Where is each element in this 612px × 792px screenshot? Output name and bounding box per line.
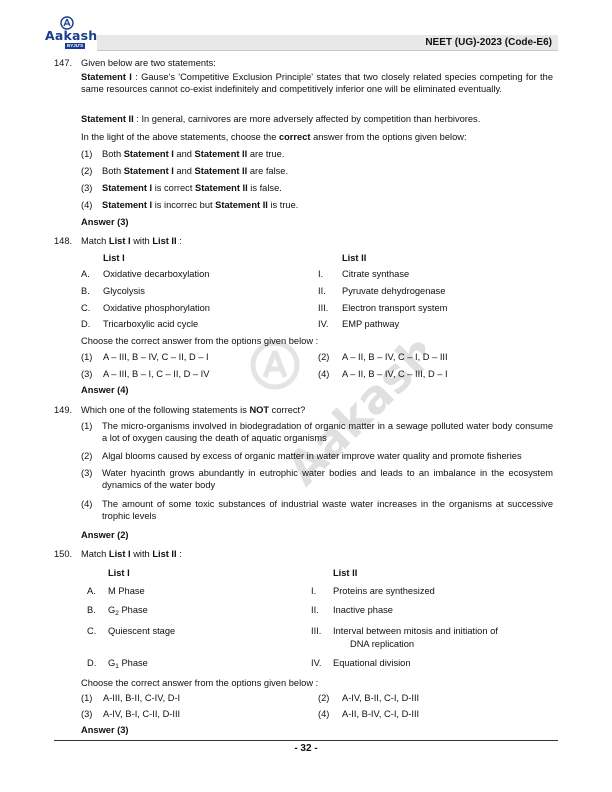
opt-part: is false. (247, 183, 282, 193)
list-2-item: Pyruvate dehydrogenase (342, 286, 446, 296)
opt-part: is incorrec but (152, 200, 216, 210)
opt-part: are true. (247, 149, 285, 159)
option-text (102, 182, 553, 194)
option-text: Algal blooms caused by excess of organic matter in water improve water quality and promote fisheries (102, 451, 522, 461)
statement-2 (81, 113, 553, 125)
list-1-item: Oxidative decarboxylation (103, 269, 210, 279)
list-1-item: Glycolysis (103, 286, 145, 296)
opt-part: is true. (267, 200, 299, 210)
opt-bold: Statement I (123, 166, 174, 176)
opt-bold: Statement I (102, 183, 153, 193)
answer: Answer (3) (81, 725, 129, 735)
question-number: 150. (54, 549, 73, 559)
list-2-item: Equational division (333, 658, 411, 668)
option-number: (2) (81, 166, 93, 176)
option-text (102, 165, 553, 177)
stem-part: with (130, 236, 153, 246)
option-text (102, 148, 553, 160)
question-intro: Given below are two statements: (81, 58, 216, 68)
statement-2-text: : In general, carnivores are more adversely affected by competition than herbivores. (133, 114, 481, 124)
list-1-key: B. (87, 605, 96, 615)
stem-part: Match (81, 236, 109, 246)
list-2-item: EMP pathway (342, 319, 400, 329)
stem-bold: List I (108, 236, 131, 246)
instruction-pre: In the light of the above statements, choose the (81, 132, 279, 142)
option-text: A-IV, B-II, C-I, D-III (342, 693, 420, 703)
list-2-item: Electron transport system (342, 303, 448, 313)
option-number: (1) (81, 149, 93, 159)
option-number: (2) (318, 352, 330, 362)
watermark-text: Aakash (275, 324, 425, 496)
option-number: (2) (318, 693, 330, 703)
instruction (81, 131, 553, 143)
stem-bold: List I (108, 549, 131, 559)
option-text: A – II, B – IV, C – III, D – I (342, 369, 448, 379)
option-number: (3) (81, 709, 93, 719)
list-2-key: III. (318, 303, 329, 313)
list-1-key: D. (81, 319, 91, 329)
statement-1-text: : Gause's 'Competitive Exclusion Principle' states that two closely related species competing for the same resources cannot co-exist indefinitely and competitively inferior one will be eliminated eventually. (81, 72, 553, 95)
option-text: The micro-organisms involved in biodegradation of organic matter in a sewage polluted water body consume a lot of oxygen causing the death of aquatic organisms (102, 421, 553, 444)
option-number: (4) (81, 200, 93, 210)
list-1-item: M Phase (108, 586, 145, 596)
statement-1 (81, 71, 553, 95)
opt-bold: Statement I (102, 200, 153, 210)
opt-part: and (173, 166, 195, 176)
list-2-key: IV. (311, 658, 322, 668)
stem-bold: List II (152, 236, 177, 246)
stem-part: Match (81, 549, 109, 559)
phase-subscript: 1 (115, 663, 119, 670)
phase-suffix: Phase (118, 605, 148, 615)
question-stem (81, 548, 553, 560)
opt-bold: Statement II (194, 166, 248, 176)
list-1-item: Quiescent stage (108, 626, 176, 636)
list-1-item (108, 604, 148, 616)
list-2-item: Interval between mitosis and initiation of (333, 626, 498, 636)
option-number: (2) (81, 451, 93, 461)
statement-2-label: Statement II (81, 114, 134, 124)
option-text: A-III, B-II, C-IV, D-I (103, 693, 181, 703)
option-number: (4) (318, 709, 330, 719)
option-text: The amount of some toxic substances of industrial waste water increases in the organisms at successive trophic levels (102, 499, 553, 522)
list-1-key: A. (81, 269, 90, 279)
question-stem (81, 404, 553, 416)
list-1-heading: List I (103, 253, 125, 263)
question-stem (81, 235, 553, 247)
option-number: (3) (81, 183, 93, 193)
option-number: (1) (81, 693, 93, 703)
option-text: Water hyacinth grows abundantly in eutrophic water bodies and leads to an imbalance in the ecosystem dynamics of the water body (102, 468, 553, 491)
list-1-key: D. (87, 658, 97, 668)
option-text: A-II, B-IV, C-I, D-III (342, 709, 420, 719)
opt-part: Both (102, 149, 124, 159)
stem-part: : (176, 549, 182, 559)
list-2-key: I. (311, 586, 317, 596)
opt-part: is correct (152, 183, 196, 193)
opt-part: Both (102, 166, 124, 176)
list-1-heading: List I (108, 568, 130, 578)
choose-instruction: Choose the correct answer from the options given below : (81, 678, 319, 688)
instruction-post: answer from the options given below: (310, 132, 467, 142)
question-number: 149. (54, 405, 73, 415)
list-2-heading: List II (342, 253, 367, 263)
option-number: (4) (81, 499, 93, 509)
answer: Answer (2) (81, 530, 129, 540)
answer: Answer (4) (81, 385, 129, 395)
phase-suffix: Phase (118, 658, 148, 668)
option-text: A – III, B – I, C – II, D – IV (103, 369, 210, 379)
opt-bold: Statement II (194, 149, 248, 159)
phase-subscript: 2 (115, 610, 119, 617)
list-1-key: C. (81, 303, 91, 313)
stem-part: correct? (269, 405, 306, 415)
page-number: - 32 - (294, 743, 318, 754)
option-text: A – II, B – IV, C – I, D – III (342, 352, 448, 362)
list-1-key: C. (87, 626, 97, 636)
list-1-key: A. (87, 586, 96, 596)
list-1-item: Oxidative phosphorylation (103, 303, 210, 313)
list-2-item: Citrate synthase (342, 269, 410, 279)
header-bar (97, 35, 558, 51)
exam-title: NEET (UG)-2023 (Code-E6) (425, 37, 552, 48)
choose-instruction: Choose the correct answer from the options given below : (81, 336, 319, 346)
opt-bold: Statement II (195, 183, 248, 193)
option-number: (3) (81, 468, 93, 478)
stem-bold: List II (152, 549, 177, 559)
opt-part: and (173, 149, 195, 159)
list-2-item: Inactive phase (333, 605, 393, 615)
phase-letter: G (108, 605, 116, 615)
question-number: 147. (54, 58, 73, 68)
list-2-key: II. (311, 605, 319, 615)
stem-part: : (176, 236, 182, 246)
list-2-key: II. (318, 286, 326, 296)
opt-bold: Statement II (215, 200, 268, 210)
phase-letter: G (108, 658, 116, 668)
stem-part: with (130, 549, 153, 559)
opt-part: are false. (247, 166, 289, 176)
stem-part: Which one of the following statements is (81, 405, 250, 415)
stem-bold: NOT (249, 405, 270, 415)
list-1-key: B. (81, 286, 90, 296)
list-2-heading: List II (333, 568, 358, 578)
question-number: 148. (54, 236, 73, 246)
statement-1-label: Statement I (81, 72, 132, 82)
instruction-bold: correct (278, 132, 311, 142)
option-text (102, 199, 553, 211)
list-2-item: Proteins are synthesized (333, 586, 435, 596)
list-2-key: IV. (318, 319, 329, 329)
list-1-item: Tricarboxylic acid cycle (103, 319, 199, 329)
option-text: A-IV, B-I, C-II, D-III (103, 709, 181, 719)
option-number: (1) (81, 421, 93, 431)
logo-byline: BYJU'S (67, 43, 84, 48)
list-1-item (108, 657, 148, 669)
option-number: (3) (81, 369, 93, 379)
aakash-logo (45, 16, 98, 50)
list-2-key: III. (311, 626, 322, 636)
list-2-item-continued: DNA replication (350, 639, 415, 649)
opt-bold: Statement I (123, 149, 174, 159)
answer: Answer (3) (81, 217, 129, 227)
logo-wordmark: Aakash (45, 28, 98, 43)
option-number: (4) (318, 369, 330, 379)
option-number: (1) (81, 352, 93, 362)
footer-divider (54, 740, 558, 741)
list-2-key: I. (318, 269, 324, 279)
option-text: A – III, B – IV, C – II, D – I (103, 352, 209, 362)
